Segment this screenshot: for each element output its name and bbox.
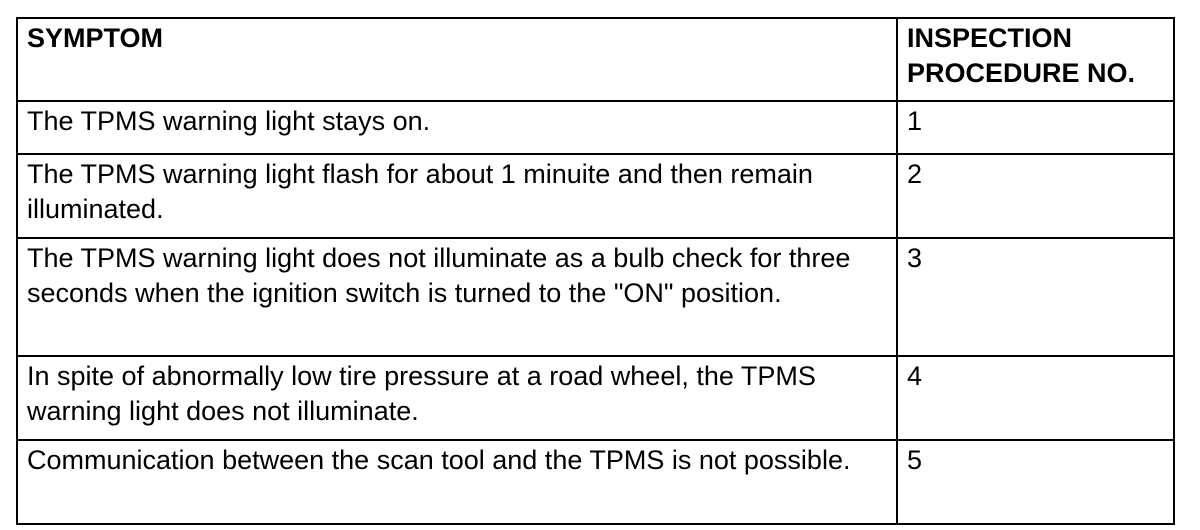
symptom-cell: In spite of abnormally low tire pressure at a road wheel, the TPMS warning light does not illuminate. xyxy=(17,356,897,440)
table-row xyxy=(17,154,1174,238)
table-header-row xyxy=(17,18,1174,101)
symptom-column-header: SYMPTOM xyxy=(17,18,897,101)
procedure-number-cell: 4 xyxy=(897,356,1174,440)
procedure-number-cell: 3 xyxy=(897,238,1174,356)
symptom-cell: The TPMS warning light flash for about 1 minuite and then remain illuminated. xyxy=(17,154,897,238)
procedure-number-cell: 2 xyxy=(897,154,1174,238)
symptom-cell: The TPMS warning light stays on. xyxy=(17,101,897,154)
table-row xyxy=(17,238,1174,356)
procedure-number-cell: 5 xyxy=(897,440,1174,524)
procedure-number-cell: 1 xyxy=(897,101,1174,154)
table-row xyxy=(17,101,1174,154)
table-row xyxy=(17,440,1174,524)
symptom-cell: Communication between the scan tool and the TPMS is not possible. xyxy=(17,440,897,524)
table-row xyxy=(17,356,1174,440)
procedure-column-header: INSPECTION PROCEDURE NO. xyxy=(897,18,1174,101)
symptom-cell: The TPMS warning light does not illuminate as a bulb check for three seconds when the ignition switch is turned to the "ON" position. xyxy=(17,238,897,356)
symptom-table xyxy=(16,17,1175,525)
